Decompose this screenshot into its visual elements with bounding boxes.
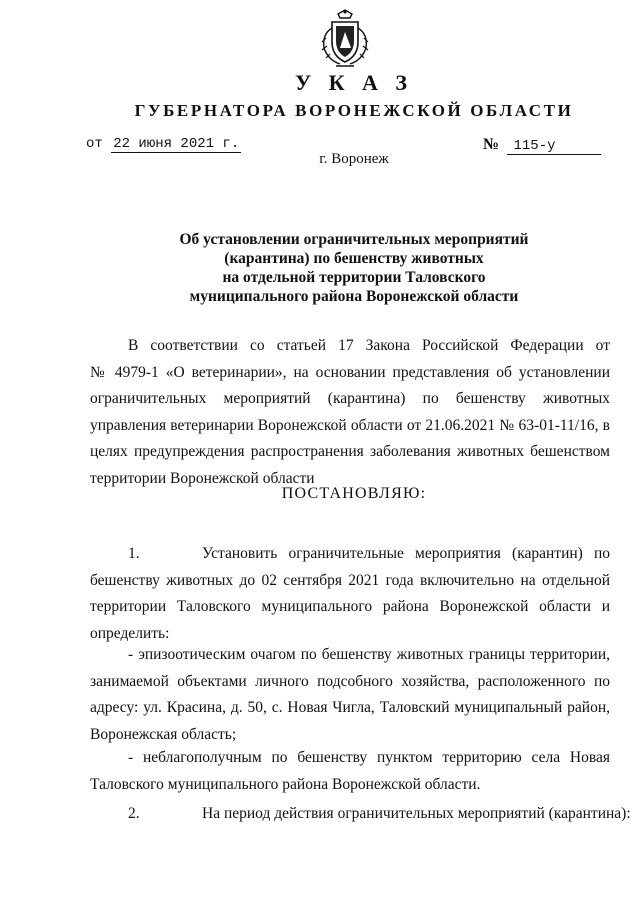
item-1-line: бешенству животных до 02 сентября 2021 года включительно на отдельной: [90, 571, 610, 589]
bullet-line: Таловского муниципального района Воронежской области.: [90, 775, 481, 793]
preamble-line: В соответствии со статьей 17 Закона Российской Федерации от: [128, 337, 610, 354]
item-1-line: определить:: [90, 624, 170, 642]
item-2-paragraph: [90, 801, 631, 828]
preamble-line: № 4979-1 «О ветеринарии», на основании представления об установлении: [90, 363, 610, 381]
preamble-line: территории Воронежской области: [90, 469, 315, 487]
resolve-heading: ПОСТАНОВЛЯЮ:: [281, 485, 427, 502]
preamble-line: целях предупреждения распространения заболевания животных бешенством: [90, 443, 610, 460]
date-prefix: от: [86, 136, 103, 152]
bullet-line: - эпизоотическим очагом по бешенству животных границы территории,: [128, 646, 610, 663]
number-value: 115-у: [507, 138, 601, 155]
heading-line: Об установлении ограничительных мероприятий: [179, 231, 529, 248]
bullet-line: - неблагополучным по бешенству пунктом территорию села Новая: [128, 749, 610, 766]
preamble-line: управления ветеринарии Воронежской области от 21.06.2021 № 63-01-11/16, в: [90, 416, 610, 434]
number-sign: №: [483, 136, 500, 153]
preamble-line: ограничительных мероприятий (карантина) по бешенству животных: [90, 390, 610, 407]
item-2-line: [90, 801, 631, 828]
document-type-title: У К А З: [294, 70, 414, 95]
bullet-epizootic-focus: [90, 642, 610, 748]
date-value: 22 июня 2021 г.: [113, 136, 240, 152]
item-1-paragraph: [90, 541, 610, 647]
item-1-first-line: [90, 541, 610, 568]
heading-line: на отдельной территории Таловского: [222, 269, 486, 286]
heading-line: (карантина) по бешенству животных: [224, 250, 484, 267]
bullet-affected-settlement: [90, 745, 610, 798]
item-number: 1.: [128, 545, 140, 562]
item-1-line: Установить ограничительные мероприятия (карантин) по: [202, 545, 610, 562]
heading-line: муниципального района Воронежской области: [189, 288, 519, 305]
item-2-text: На период действия ограничительных мероприятий (карантина):: [202, 805, 631, 822]
voronezh-coat-of-arms-icon: [318, 8, 372, 70]
issuer-title: ГУБЕРНАТОРА ВОРОНЕЖСКОЙ ОБЛАСТИ: [134, 101, 574, 120]
decree-heading: [0, 230, 640, 306]
item-1-line: территории Таловского муниципального района Воронежской области и: [90, 598, 610, 615]
bullet-line: адресу: ул. Красина, д. 50, с. Новая Чигла, Таловский муниципальный район,: [90, 699, 610, 716]
item-number: 2.: [128, 805, 140, 822]
preamble-paragraph: [90, 333, 610, 492]
city-label: г. Воронеж: [319, 151, 389, 167]
bullet-line: занимаемой объектами личного подсобного хозяйства, расположенного по: [90, 672, 610, 690]
bullet-line: Воронежская область;: [90, 725, 237, 743]
